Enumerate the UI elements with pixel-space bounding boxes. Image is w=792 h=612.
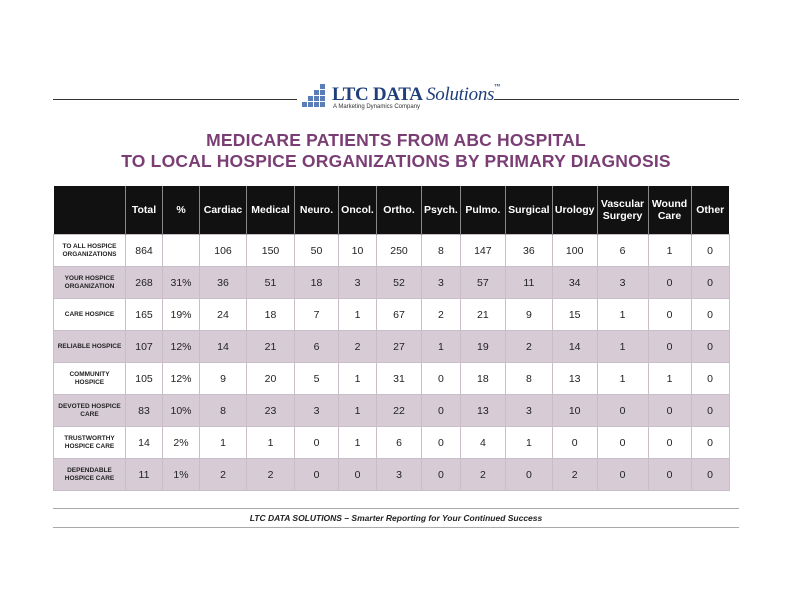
table-cell: 5 [295, 363, 339, 395]
column-header: Vascular Surgery [597, 186, 648, 235]
table-cell: 107 [126, 331, 163, 363]
table-cell: 12% [163, 331, 200, 363]
table-cell: 2 [552, 459, 597, 491]
column-header: Surgical [505, 186, 552, 235]
table-cell: 21 [247, 331, 295, 363]
table-cell: 13 [460, 395, 505, 427]
table-cell: 3 [505, 395, 552, 427]
table-cell: 0 [691, 363, 729, 395]
table-cell: 1 [422, 331, 461, 363]
table-cell: 1 [247, 427, 295, 459]
row-label: TO ALL HOSPICE ORGANIZATIONS [54, 235, 126, 267]
table-cell [163, 235, 200, 267]
table-row [54, 331, 730, 363]
table-cell: 20 [247, 363, 295, 395]
column-header: Oncol. [339, 186, 377, 235]
page-title-line1: MEDICARE PATIENTS FROM ABC HOSPITAL [206, 130, 586, 150]
table-cell: 36 [505, 235, 552, 267]
table-cell: 31% [163, 267, 200, 299]
row-label: DEPENDABLE HOSPICE CARE [54, 459, 126, 491]
table-cell: 8 [505, 363, 552, 395]
table-cell: 0 [552, 427, 597, 459]
table-cell: 0 [597, 395, 648, 427]
header-rule-left [53, 99, 297, 100]
table-cell: 7 [295, 299, 339, 331]
table-cell: 0 [691, 267, 729, 299]
table-cell: 1 [339, 395, 377, 427]
table-cell: 1% [163, 459, 200, 491]
row-label: TRUSTWORTHY HOSPICE CARE [54, 427, 126, 459]
table-cell: 12% [163, 363, 200, 395]
table-cell: 22 [377, 395, 422, 427]
table-cell: 0 [597, 427, 648, 459]
logo-blocks-icon [302, 84, 330, 112]
table-cell: 18 [460, 363, 505, 395]
column-header: Ortho. [377, 186, 422, 235]
table-cell: 1 [339, 427, 377, 459]
table-cell: 0 [648, 331, 691, 363]
table-cell: 18 [295, 267, 339, 299]
table-cell: 8 [422, 235, 461, 267]
table-cell: 0 [691, 331, 729, 363]
table-cell: 2% [163, 427, 200, 459]
table-row [54, 363, 730, 395]
table-cell: 2 [422, 299, 461, 331]
table-cell: 3 [339, 267, 377, 299]
table-cell: 0 [339, 459, 377, 491]
table-cell: 0 [691, 235, 729, 267]
column-header: Medical [247, 186, 295, 235]
table-cell: 105 [126, 363, 163, 395]
column-header: Neuro. [295, 186, 339, 235]
table-cell: 15 [552, 299, 597, 331]
row-label: COMMUNITY HOSPICE [54, 363, 126, 395]
table-cell: 3 [597, 267, 648, 299]
table-cell: 1 [200, 427, 247, 459]
table-cell: 11 [505, 267, 552, 299]
table-cell: 0 [597, 459, 648, 491]
table-cell: 1 [597, 331, 648, 363]
footer-rule-top [53, 508, 739, 509]
table-cell: 31 [377, 363, 422, 395]
header-blank-cell [54, 186, 126, 235]
table-cell: 0 [648, 395, 691, 427]
table-header-row [54, 186, 730, 235]
table-cell: 67 [377, 299, 422, 331]
column-header: Pulmo. [460, 186, 505, 235]
table-cell: 83 [126, 395, 163, 427]
table-cell: 9 [505, 299, 552, 331]
table-cell: 0 [691, 459, 729, 491]
table-cell: 51 [247, 267, 295, 299]
table-cell: 14 [552, 331, 597, 363]
table-row [54, 267, 730, 299]
table-cell: 57 [460, 267, 505, 299]
table-cell: 1 [597, 363, 648, 395]
table-cell: 13 [552, 363, 597, 395]
table-cell: 0 [648, 267, 691, 299]
table-cell: 250 [377, 235, 422, 267]
table-cell: 0 [648, 459, 691, 491]
logo-tagline: A Marketing Dynamics Company [333, 104, 421, 110]
table-cell: 21 [460, 299, 505, 331]
table-cell: 100 [552, 235, 597, 267]
table-cell: 11 [126, 459, 163, 491]
table-cell: 19 [460, 331, 505, 363]
table-cell: 36 [200, 267, 247, 299]
table-cell: 2 [460, 459, 505, 491]
table-cell: 0 [422, 395, 461, 427]
table-cell: 1 [648, 363, 691, 395]
row-label: RELIABLE HOSPICE [54, 331, 126, 363]
table-cell: 1 [648, 235, 691, 267]
table-cell: 18 [247, 299, 295, 331]
table-cell: 147 [460, 235, 505, 267]
table-cell: 2 [505, 331, 552, 363]
table-cell: 0 [422, 459, 461, 491]
table-cell: 6 [295, 331, 339, 363]
table-cell: 27 [377, 331, 422, 363]
table-cell: 4 [460, 427, 505, 459]
table-cell: 0 [691, 299, 729, 331]
column-header: % [163, 186, 200, 235]
table-cell: 3 [422, 267, 461, 299]
table-cell: 106 [200, 235, 247, 267]
table-cell: 150 [247, 235, 295, 267]
table-cell: 8 [200, 395, 247, 427]
table-cell: 0 [691, 427, 729, 459]
row-label: DEVOTED HOSPICE CARE [54, 395, 126, 427]
table-cell: 2 [339, 331, 377, 363]
table-cell: 1 [505, 427, 552, 459]
table-cell: 0 [648, 299, 691, 331]
table-cell: 6 [597, 235, 648, 267]
table-cell: 1 [339, 299, 377, 331]
table-cell: 3 [295, 395, 339, 427]
table-cell: 10 [339, 235, 377, 267]
table-cell: 3 [377, 459, 422, 491]
table-cell: 10 [552, 395, 597, 427]
table-cell: 0 [422, 427, 461, 459]
table-cell: 14 [126, 427, 163, 459]
table-cell: 10% [163, 395, 200, 427]
table-row [54, 299, 730, 331]
table-row [54, 459, 730, 491]
table-cell: 165 [126, 299, 163, 331]
company-logo [302, 84, 500, 114]
table-row [54, 235, 730, 267]
table-cell: 0 [691, 395, 729, 427]
table-cell: 34 [552, 267, 597, 299]
row-label: YOUR HOSPICE ORGANIZATION [54, 267, 126, 299]
table-cell: 14 [200, 331, 247, 363]
diagnosis-table [53, 186, 730, 491]
table-cell: 1 [339, 363, 377, 395]
table-cell: 268 [126, 267, 163, 299]
table-cell: 2 [247, 459, 295, 491]
column-header: Other [691, 186, 729, 235]
table-cell: 0 [505, 459, 552, 491]
footer-rule-bottom [53, 527, 739, 528]
row-label: CARE HOSPICE [54, 299, 126, 331]
table-cell: 0 [295, 459, 339, 491]
page-title-line2: TO LOCAL HOSPICE ORGANIZATIONS BY PRIMARY DIAGNOSIS [121, 151, 671, 171]
header-rule-right [494, 99, 739, 100]
table-cell: 50 [295, 235, 339, 267]
table-cell: 2 [200, 459, 247, 491]
table-row [54, 427, 730, 459]
table-cell: 24 [200, 299, 247, 331]
table-cell: 23 [247, 395, 295, 427]
column-header: Wound Care [648, 186, 691, 235]
column-header: Urology [552, 186, 597, 235]
table-cell: 0 [295, 427, 339, 459]
table-cell: 6 [377, 427, 422, 459]
column-header: Total [126, 186, 163, 235]
table-cell: 0 [422, 363, 461, 395]
table-cell: 0 [648, 427, 691, 459]
table-cell: 9 [200, 363, 247, 395]
table-cell: 864 [126, 235, 163, 267]
table-cell: 19% [163, 299, 200, 331]
table-cell: 52 [377, 267, 422, 299]
column-header: Psych. [422, 186, 461, 235]
column-header: Cardiac [200, 186, 247, 235]
footer-tagline: LTC DATA SOLUTIONS – Smarter Reporting for Your Continued Success [249, 513, 543, 523]
table-cell: 1 [597, 299, 648, 331]
table-row [54, 395, 730, 427]
logo-wordmark: LTC DATA Solutions™ [332, 84, 500, 105]
